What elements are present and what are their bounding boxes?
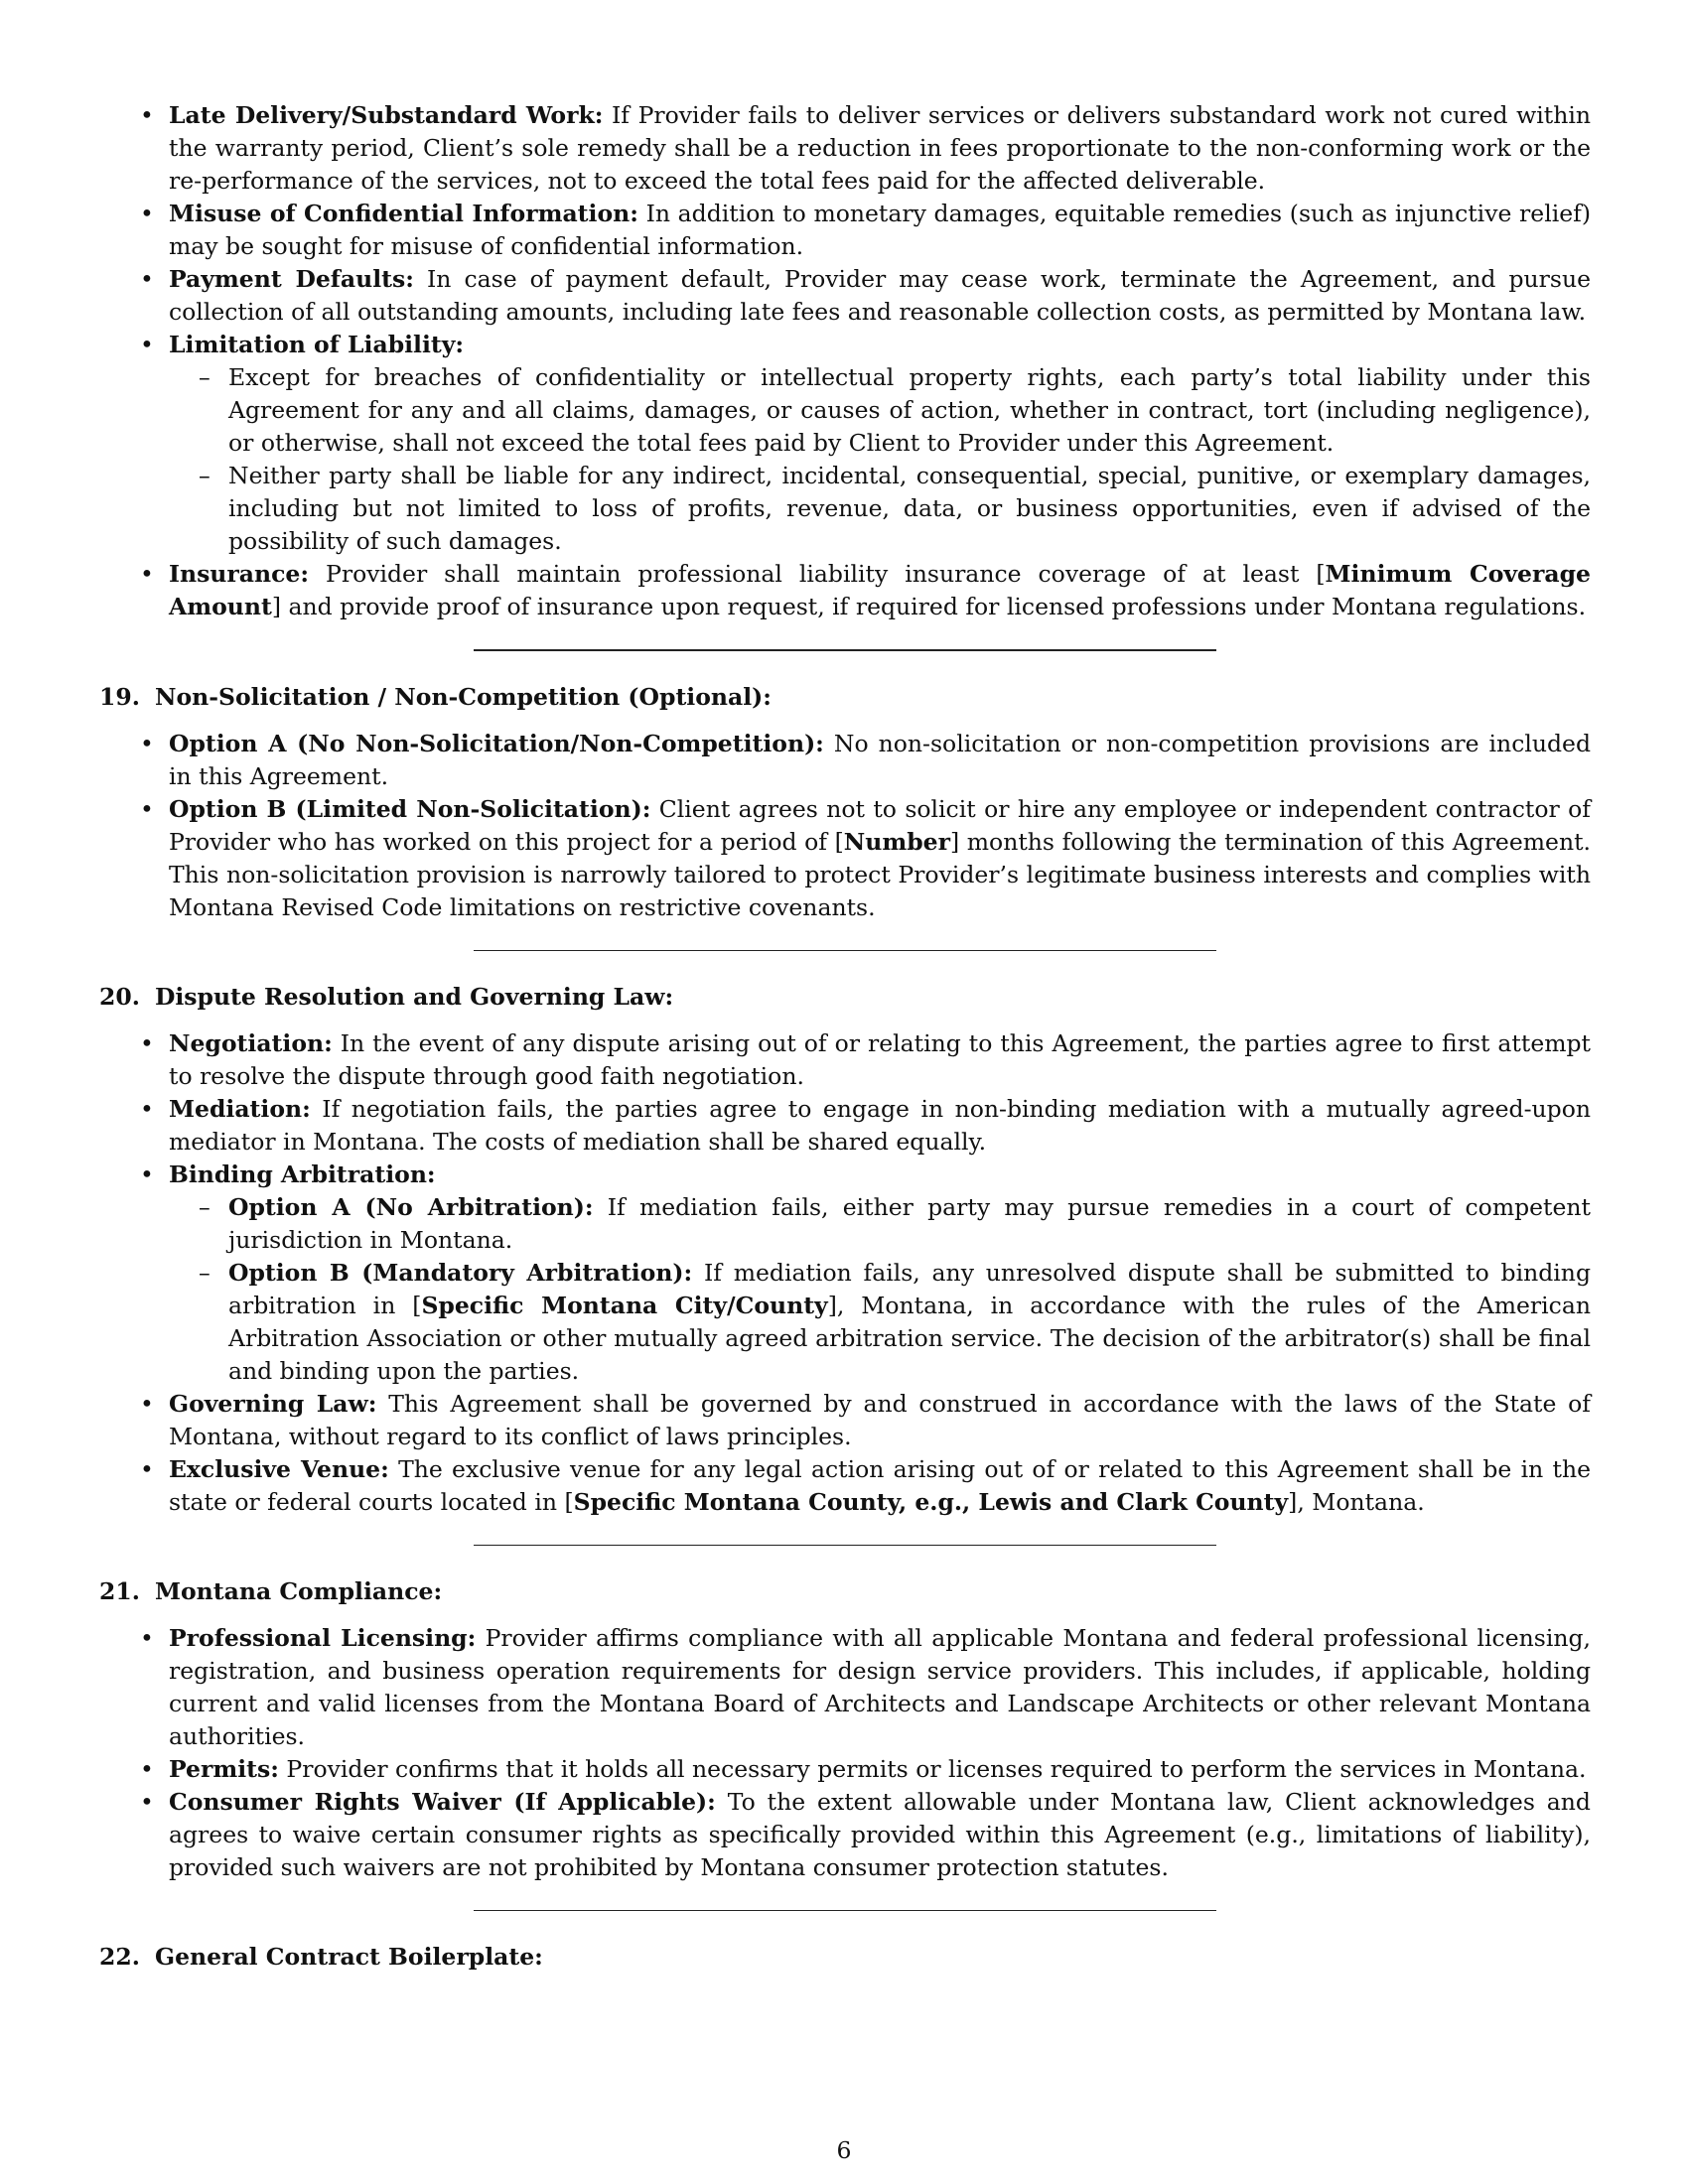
section-number: 21. [99,1577,140,1605]
sub-list-item: – Neither party shall be liable for any indirect, incidental, consequential, special, punitive, or exemplary damages, including but not limited to loss of profits, revenue, data, or business opportunities, even if advised of the possibility of such damages. [169,460,1591,558]
section-title: Non-Solicitation / Non-Competition (Optional): [155,683,772,711]
list-item [99,329,1591,558]
placeholder-field: Minimum Coverage Amount [169,560,1591,620]
list-item [99,99,1591,198]
placeholder-field: Number [843,828,950,856]
item-title: Mediation: [169,1095,311,1123]
section-divider [474,1910,1216,1911]
item-title: Binding Arbitration: [169,1160,436,1188]
arbitration-sublist [169,1191,1591,1388]
list-item [99,1027,1591,1093]
list-item [99,1093,1591,1159]
item-text: If Provider fails to deliver services or delivers substandard work not cured within the warranty period, Client’s sole remedy shall be a reduction in fees proportionate to the non-conforming work or the re-performance of the services, not to exceed the total fees paid for the affected deliverable. [169,101,1591,195]
item-text: ], Montana, in accordance with the rules of the American Arbitration Association or other mutually agreed arbitration service. The decision of the arbitrator(s) shall be final and binding upon the parties. [228,1292,1591,1385]
item-title: Option B (Mandatory Arbitration): [228,1259,693,1287]
section-number: 22. [99,1943,140,1971]
item-title: Misuse of Confidential Information: [169,200,638,227]
section-heading [99,681,1591,714]
item-text: ] months following the termination of this Agreement. This non-solicitation provision is narrowly tailored to protect Provider’s legitimate business interests and complies with Montana Revised Code limitations on restrictive covenants. [169,828,1591,921]
item-text: In addition to monetary damages, equitable remedies (such as injunctive relief) may be sought for misuse of confidential information. [169,200,1591,260]
item-title: Payment Defaults: [169,265,414,293]
item-text: If mediation fails, any unresolved dispute shall be submitted to binding arbitration in [ [228,1259,1591,1319]
item-text: Provider shall maintain professional liability insurance coverage of at least [ [309,560,1326,588]
section-number: 20. [99,983,140,1011]
section-divider [474,649,1216,651]
item-text: In the event of any dispute arising out of or relating to this Agreement, the parties agree to first attempt to resolve the dispute through good faith negotiation. [169,1029,1591,1090]
item-text: No non-solicitation or non-competition provisions are included in this Agreement. [169,730,1591,790]
remedies-list [99,99,1591,623]
item-text: ], Montana. [1288,1488,1425,1516]
list-item [99,1786,1591,1884]
item-text: To the extent allowable under Montana law, Client acknowledges and agrees to waive certain consumer rights as specifically provided within this Agreement (e.g., limitations of liability), provided such waivers are not prohibited by Montana consumer protection statutes. [169,1788,1591,1881]
item-text: In case of payment default, Provider may cease work, terminate the Agreement, and pursue collection of all outstanding amounts, including late fees and reasonable collection costs, as permitted by Montana law. [169,265,1591,326]
list-item [99,558,1591,623]
list-item [99,793,1591,924]
section-heading [99,1575,1591,1608]
item-text: If negotiation fails, the parties agree to engage in non-binding mediation with a mutually agreed-upon mediator in Montana. The costs of mediation shall be shared equally. [169,1095,1591,1156]
item-title: Late Delivery/Substandard Work: [169,101,604,129]
section-20-list [99,1027,1591,1519]
item-title: Permits: [169,1755,279,1783]
section-title: Dispute Resolution and Governing Law: [155,983,674,1011]
section-title: Montana Compliance: [155,1577,443,1605]
list-item [99,263,1591,329]
list-item [99,1453,1591,1519]
item-text: This Agreement shall be governed by and construed in accordance with the laws of the State of Montana, without regard to its conflict of laws principles. [169,1390,1591,1450]
section-21-list [99,1622,1591,1884]
sub-list-item: – Except for breaches of confidentiality or intellectual property rights, each party’s total liability under this Agreement for any and all claims, damages, or causes of action, whether in contract, tort (including negligence), or otherwise, shall not exceed the total fees paid by Client to Provider under this Agreement. [169,361,1591,460]
section-divider [474,1545,1216,1546]
item-title: Option B (Limited Non-Solicitation): [169,795,651,823]
item-title: Exclusive Venue: [169,1455,389,1483]
section-number: 19. [99,683,140,711]
item-title: Professional Licensing: [169,1624,477,1652]
item-text: Provider confirms that it holds all necessary permits or licenses required to perform the services in Montana. [278,1755,1587,1783]
item-title: Consumer Rights Waiver (If Applicable): [169,1788,716,1816]
section-19-list [99,728,1591,924]
item-text: If mediation fails, either party may pursue remedies in a court of competent jurisdiction in Montana. [228,1193,1591,1254]
item-title: Governing Law: [169,1390,377,1418]
sub-list-item [169,1191,1591,1257]
section-heading [99,981,1591,1014]
list-item [99,1753,1591,1786]
item-text: The exclusive venue for any legal action arising out of or related to this Agreement shall be in the state or federal courts located in [ [169,1455,1591,1516]
item-title: Insurance: [169,560,310,588]
section-divider [474,950,1216,951]
placeholder-field: Specific Montana County, e.g., Lewis and Clark County [573,1488,1289,1516]
page-number: 6 [836,2136,852,2164]
item-text: ] and provide proof of insurance upon request, if required for licensed professions under Montana regulations. [271,593,1587,620]
list-item [99,198,1591,263]
liability-sublist [169,361,1591,558]
item-text: Client agrees not to solicit or hire any employee or independent contractor of Provider who has worked on this project for a period of [ [169,795,1591,856]
page-content [99,99,1591,1987]
sub-list-item [169,1257,1591,1388]
item-title: Option A (No Non-Solicitation/Non-Competition): [169,730,824,757]
placeholder-field: Specific Montana City/County [421,1292,828,1319]
item-title: Limitation of Liability: [169,331,465,358]
list-item [99,728,1591,793]
list-item [99,1388,1591,1453]
section-heading [99,1941,1591,1974]
item-text: Provider affirms compliance with all applicable Montana and federal professional licensing, registration, and business operation requirements for design service providers. This includes, if applicable, holding current and valid licenses from the Montana Board of Architects and Landscape Architects or other relevant Montana authorities. [169,1624,1591,1750]
list-item [99,1159,1591,1388]
item-title: Option A (No Arbitration): [228,1193,594,1221]
section-title: General Contract Boilerplate: [155,1943,543,1971]
list-item [99,1622,1591,1753]
item-title: Negotiation: [169,1029,333,1057]
